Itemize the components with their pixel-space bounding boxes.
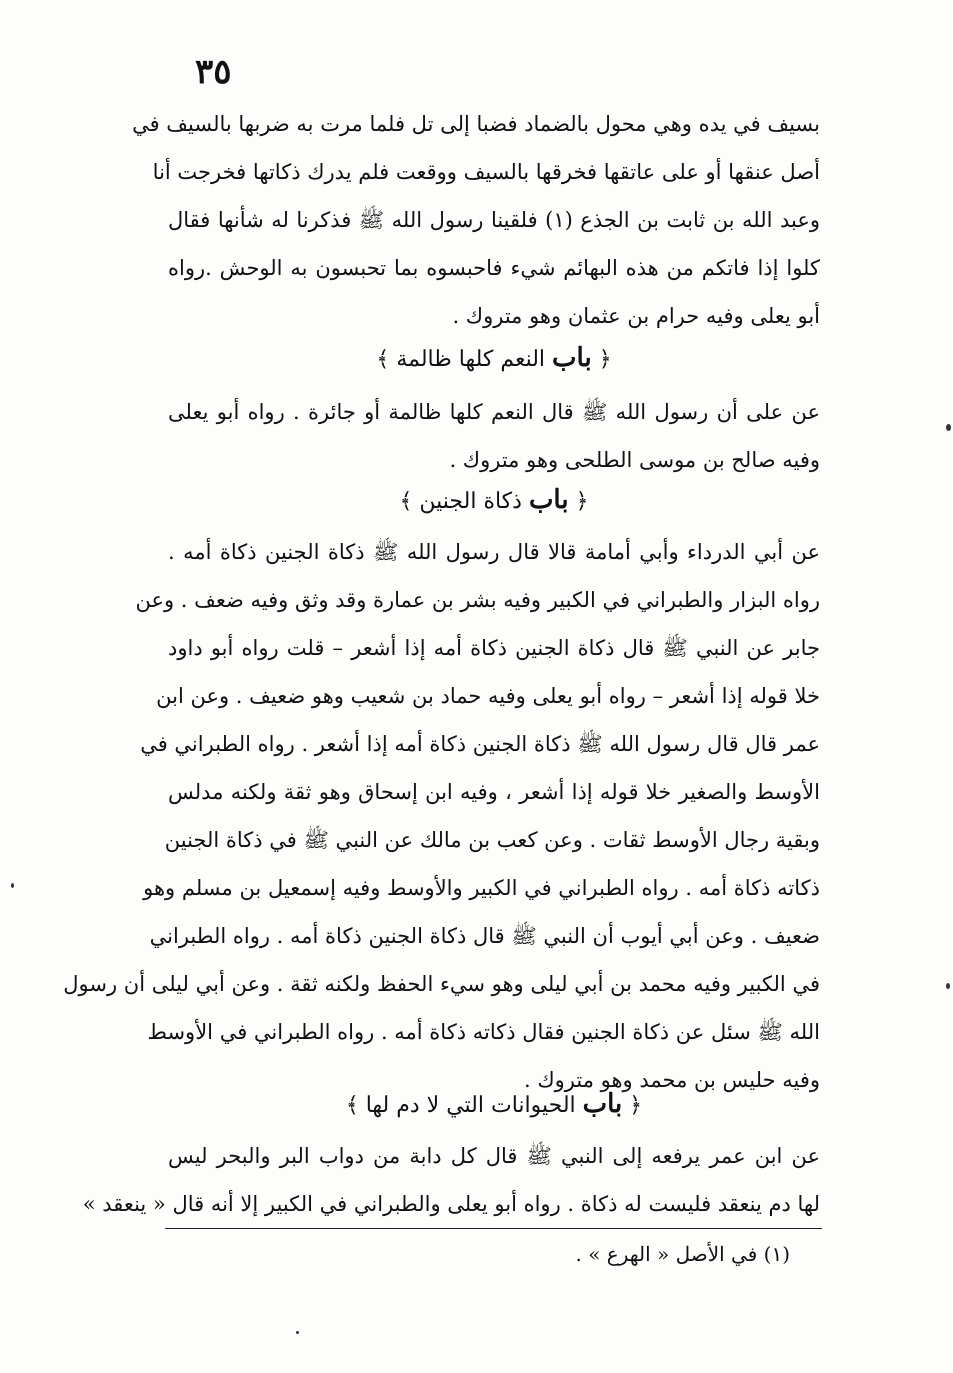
heading-bracket-open: ﴿ (575, 489, 589, 514)
text-line: في الكبير وفيه محمد بن أبي ليلى وهو سيء الحفظ ولكنه ثقة . وعن أبي ليلى أن رسول (63, 972, 820, 996)
footnote-divider (165, 1228, 822, 1229)
page-number: ٣٥ (195, 52, 232, 92)
paragraph-janin (63, 528, 820, 1104)
heading-bab: باب (582, 1089, 623, 1119)
text-line: عمر قال قال رسول الله ﷺ ذكاة الجنين ذكاة أمه إذا أشعر . رواه الطبراني في (140, 732, 820, 756)
paragraph-naam (168, 388, 820, 484)
text-line: وفيه صالح بن موسى الطلحى وهو متروك . (449, 448, 820, 472)
heading-bracket-close: ﴾ (376, 347, 390, 372)
scan-speck (946, 424, 951, 431)
text-line: ضعيف . وعن أبي أيوب أن النبي ﷺ قال ذكاة الجنين ذكاة أمه . رواه الطبراني (149, 924, 820, 948)
chapter-heading (168, 336, 820, 380)
scan-speck (11, 883, 14, 888)
footnote: (١) في الأصل « الهرع » . (575, 1242, 790, 1266)
paragraph-hayawanat (82, 1132, 820, 1228)
text-line: وبقية رجال الأوسط ثقات . وعن كعب بن مالك عن النبي ﷺ في ذكاة الجنين (164, 828, 820, 852)
text-line: رواه البزار والطبراني في الكبير وفيه بشر بن عمارة وقد وثق وفيه ضعف . وعن (135, 588, 820, 612)
text-line: وعبد الله بن ثابت بن الجذع (١) فلقينا رسول الله ﷺ فذكرنا له شأنها فقال (168, 208, 820, 232)
text-line: وفيه حليس بن محمد وهو متروك . (523, 1068, 820, 1092)
text-line: الله ﷺ سئل عن ذكاة الجنين فقال ذكاته ذكاة أمه . رواه الطبراني في الأوسط (147, 1020, 820, 1044)
heading-bab: باب (552, 343, 592, 373)
scan-speck (296, 1331, 299, 1334)
paragraph-opening (132, 100, 820, 340)
scan-speck (946, 983, 950, 989)
text-line: خلا قوله إذا أشعر – رواه أبو يعلى وفيه حماد بن شعيب وهو ضعيف . وعن ابن (156, 684, 820, 708)
heading-bracket-close: ﴾ (345, 1093, 359, 1118)
heading-bracket-open: ﴿ (629, 1093, 643, 1118)
heading-title: ذكاة الجنين (419, 489, 522, 514)
heading-bracket-close: ﴾ (399, 489, 413, 514)
text-line: عن ابن عمر يرفعه إلى النبي ﷺ قال كل دابة من دواب البر والبحر ليس (168, 1144, 820, 1168)
text-line: جابر عن النبي ﷺ قال ذكاة الجنين ذكاة أمه إذا أشعر – قلت رواه أبو داود (168, 636, 820, 660)
heading-title: الحيوانات التي لا دم لها (365, 1093, 576, 1118)
heading-bab: باب (528, 485, 569, 515)
text-line: أبو يعلى وفيه حرام بن عثمان وهو متروك . (452, 304, 820, 328)
text-line: الأوسط والصغير خلا قوله إذا أشعر ، وفيه ابن إسحاق وهو ثقة ولكنه مدلس (168, 780, 820, 804)
text-line: ذكاته ذكاة أمه . رواه الطبراني في الكبير والأوسط وفيه إسمعيل بن مسلم وهو (143, 876, 820, 900)
chapter-heading (168, 1082, 820, 1126)
text-line: عن أبي الدرداء وأبي أمامة قالا قال رسول الله ﷺ ذكاة الجنين ذكاة أمه . (168, 540, 820, 564)
text-line: عن على أن رسول الله ﷺ قال النعم كلها ظالمة أو جائرة . رواه أبو يعلى (168, 400, 820, 424)
heading-title: النعم كلها ظالمة (396, 347, 546, 372)
text-line: بسيف في يده وهي محول بالضماد فضبا إلى تل فلما مرت به ضربها بالسيف في (132, 112, 820, 136)
text-line: أصل عنقها أو على عاتقها فخرقها بالسيف ووقعت فلم يدرك ذكاتها فخرجت أنا (152, 160, 820, 184)
heading-bracket-open: ﴿ (598, 347, 612, 372)
text-line: كلوا إذا فاتكم من هذه البهائم شيء فاحبسوه بما تحبسون به الوحش .رواه (168, 256, 820, 280)
chapter-heading (168, 478, 820, 522)
text-line: لها دم ينعقد فليست له ذكاة . رواه أبو يعلى والطبراني في الكبير إلا أنه قال « ينعقد » (82, 1192, 820, 1216)
